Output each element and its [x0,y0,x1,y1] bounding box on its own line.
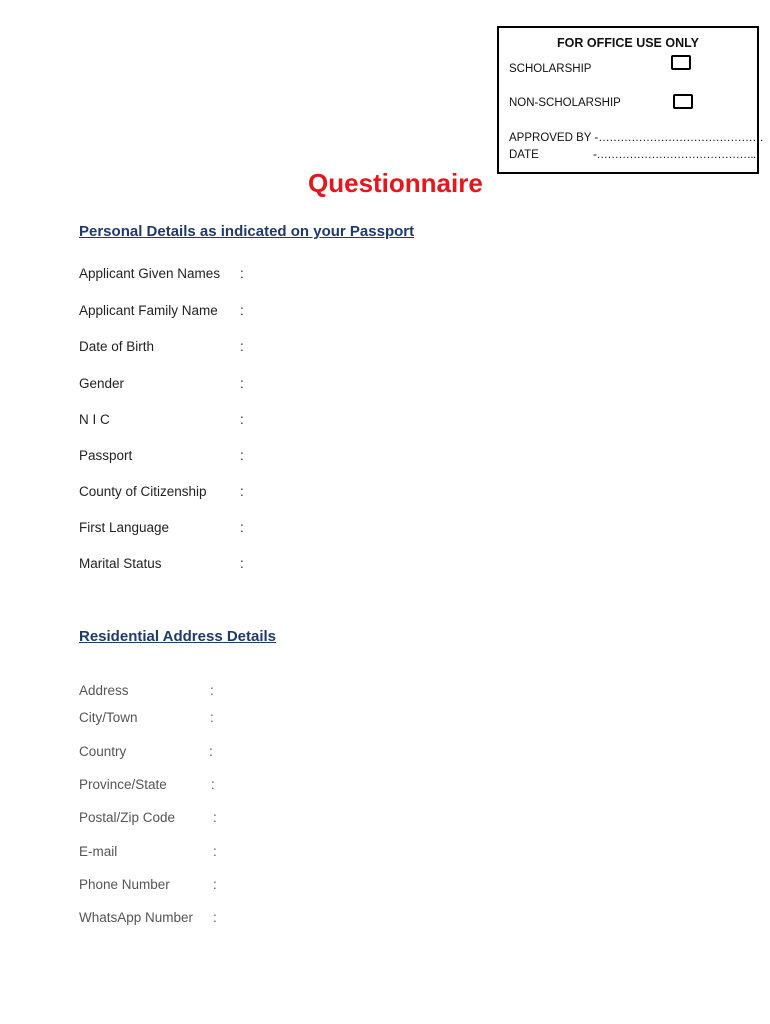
address-input[interactable]: : [210,683,214,698]
whatsapp-number-input[interactable]: : [213,910,217,925]
date-of-birth-label: Date of Birth [79,339,155,354]
page-title: Questionnaire [308,168,483,198]
citizenship-input[interactable]: : [240,484,244,499]
postal-code-input[interactable]: : [213,810,217,825]
province-state-label: Province/State [79,777,167,792]
first-language-label: First Language [79,520,170,535]
residential-address-heading: Residential Address Details [79,628,277,645]
citizenship-label: County of Citizenship [79,484,207,499]
marital-status-input[interactable]: : [240,556,244,571]
passport-input[interactable]: : [240,448,244,463]
city-town-input[interactable]: : [210,710,214,725]
given-names-input[interactable]: : [240,266,244,281]
gender-input[interactable]: : [240,376,244,391]
postal-code-label: Postal/Zip Code [79,810,176,825]
scholarship-label: SCHOLARSHIP [509,63,592,75]
passport-label: Passport [79,448,133,463]
date-of-birth-input[interactable]: : [240,339,244,354]
phone-number-label: Phone Number [79,877,170,892]
email-input[interactable]: : [213,844,217,859]
office-use-box [497,26,764,174]
family-name-label: Applicant Family Name [79,303,218,318]
scholarship-checkbox[interactable] [671,55,691,70]
nic-input[interactable]: : [240,412,244,427]
family-name-input[interactable]: : [240,303,244,318]
marital-status-label: Marital Status [79,556,162,571]
date-field[interactable]: -…………………………………….. [593,149,756,161]
personal-details-heading: Personal Details as indicated on your Passport [79,223,415,240]
non-scholarship-label: NON-SCHOLARSHIP [509,97,621,109]
approved-by-label: APPROVED BY - [509,132,599,144]
email-label: E-mail [79,844,118,859]
office-use-title: FOR OFFICE USE ONLY [557,36,699,50]
nic-label: N I C [79,412,110,427]
country-input[interactable]: : [209,744,213,759]
date-row [509,149,756,161]
given-names-label: Applicant Given Names [79,266,221,281]
country-label: Country [79,744,127,759]
city-town-label: City/Town [79,710,138,725]
gender-label: Gender [79,376,125,391]
whatsapp-number-label: WhatsApp Number [79,910,194,925]
date-label: DATE [509,149,539,161]
phone-number-input[interactable]: : [213,877,217,892]
address-label: Address [79,683,129,698]
non-scholarship-checkbox[interactable] [673,94,693,109]
province-state-input[interactable]: : [211,777,215,792]
first-language-input[interactable]: : [240,520,244,535]
approved-by-field[interactable]: ……………………………………… [598,132,764,144]
approved-by-row [509,132,763,144]
